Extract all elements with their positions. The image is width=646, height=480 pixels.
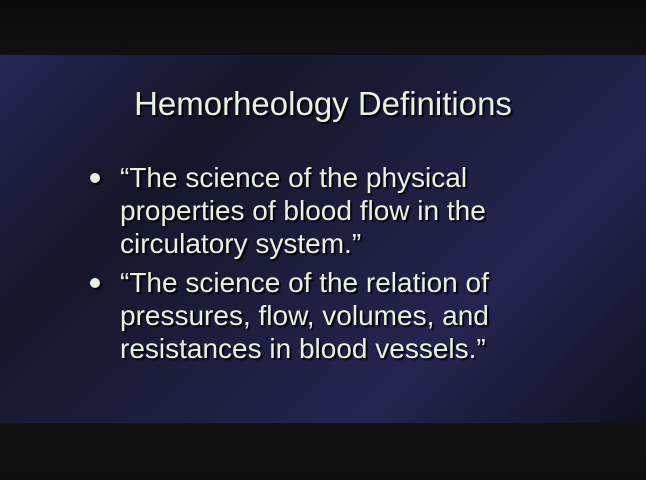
bullet-line: properties of blood flow in the [120,195,486,226]
bullet-line: “The science of the physical [120,162,468,193]
bullet-icon [90,278,100,288]
bullet-text [120,266,626,365]
slide [0,55,646,423]
bullet-text [120,161,626,260]
letterbox-top [0,0,646,55]
bullet-line: circulatory system.” [120,228,362,259]
slide-title: Hemorheology Definitions [134,85,512,122]
bullet-item [0,266,646,365]
bullet-line: resistances in blood vessels.” [120,333,486,364]
bullet-item [0,161,646,260]
bullet-icon [90,173,100,183]
bullet-line: pressures, flow, volumes, and [120,300,489,331]
letterbox-bottom [0,423,646,480]
bullet-line: “The science of the relation of [120,267,489,298]
bullet-list [0,161,646,365]
